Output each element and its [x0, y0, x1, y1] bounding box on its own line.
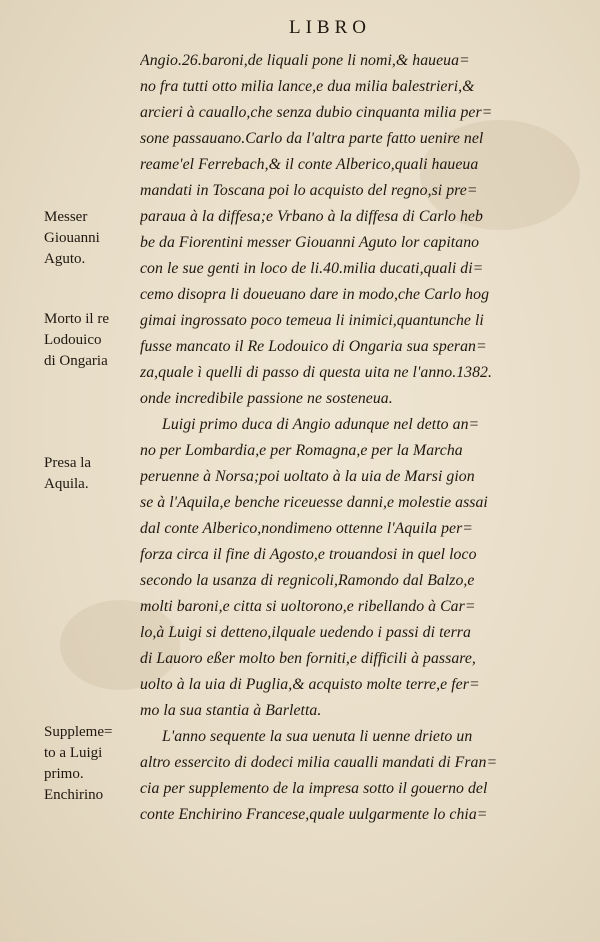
margin-note-line: Suppleme= [44, 724, 113, 740]
text-line: dal conte Alberico,nondimeno ottenne l'Aquila per= [140, 520, 473, 537]
text-line: peruenne à Norsa;poi uoltato à la uia de Marsi gion [140, 468, 475, 485]
text-line: mandati in Toscana poi lo acquisto del regno,si pre= [140, 182, 478, 199]
text-line: sone passauano.Carlo da l'altra parte fatto uenire nel [140, 130, 484, 147]
margin-note-line: Enchirino [44, 787, 104, 803]
text-line: se à l'Aquila,e benche riceuesse danni,e molestie assai [140, 494, 488, 511]
margin-note-line: Aquila. [44, 476, 89, 492]
text-line: arcieri à cauallo,che senza dubio cinquanta milia per= [140, 104, 493, 121]
text-line: uolto à la uia di Puglia,& acquisto molte terre,e fer= [140, 676, 480, 693]
text-line: no fra tutti otto milia lance,e dua milia balestrieri,& [140, 78, 475, 95]
margin-note-morto-re [44, 309, 144, 372]
text-line: secondo la usanza di regnicoli,Ramondo dal Balzo,e [140, 572, 475, 589]
text-line: L'anno sequente la sua uenuta li uenne drieto un [162, 728, 473, 745]
margin-note-line: Messer [44, 209, 88, 225]
text-line: reame'el Ferrebach,& il conte Alberico,quali haueua [140, 156, 479, 173]
margin-note-line: di Ongaria [44, 353, 108, 369]
text-line: forza circa il fine di Agosto,e trouandosi in quel loco [140, 546, 477, 563]
text-line: paraua à la diffesa;e Vrbano à la diffesa di Carlo heb [140, 208, 483, 225]
margin-note-aguto [44, 207, 144, 270]
text-line: onde incredibile passione ne sosteneua. [140, 390, 393, 407]
text-line: con le sue genti in loco de li.40.milia ducati,quali di= [140, 260, 484, 277]
running-head: LIBRO [289, 17, 371, 38]
text-line: no per Lombardia,e per Romagna,e per la Marcha [140, 442, 463, 459]
text-line: lo,à Luigi si detteno,ilquale uedendo i passi di terra [140, 624, 471, 641]
text-line: mo la sua stantia à Barletta. [140, 702, 322, 719]
margin-note-line: Giouanni [44, 230, 100, 246]
text-line: Luigi primo duca di Angio adunque nel detto an= [162, 416, 480, 433]
margin-note-line: Lodouico [44, 332, 102, 348]
text-line: conte Enchirino Francese,quale uulgarmente lo chia= [140, 806, 488, 823]
margin-note-presa-aquila [44, 453, 144, 495]
margin-note-line: to a Luigi [44, 745, 103, 761]
body-text [140, 48, 580, 828]
text-line: za,quale ì quelli di passo di questa uita ne l'anno.1382. [140, 364, 492, 381]
text-line: di Lauoro eßer molto ben forniti,e difficili à passare, [140, 650, 476, 667]
text-line: cia per supplemento de la impresa sotto il gouerno del [140, 780, 488, 797]
margin-note-line: Morto il re [44, 311, 109, 327]
text-line: gimai ingrossato poco temeua li inimici,quantunche li [140, 312, 484, 329]
margin-note-supplemento [44, 722, 144, 806]
text-line: altro essercito di dodeci milia caualli mandati di Fran= [140, 754, 498, 771]
margin-note-line: Aguto. [44, 251, 86, 267]
margin-note-line: Presa la [44, 455, 92, 471]
text-line: fusse mancato il Re Lodouico di Ongaria sua speran= [140, 338, 487, 355]
text-line: Angio.26.baroni,de liquali pone li nomi,& haueua= [140, 52, 470, 69]
text-line: cemo disopra li doueuano dare in modo,che Carlo hog [140, 286, 490, 303]
text-line: molti baroni,e citta si uoltorono,e ribellando à Car= [140, 598, 476, 615]
margin-note-line: primo. [44, 766, 84, 782]
text-line: be da Fiorentini messer Giouanni Aguto lor capitano [140, 234, 480, 251]
